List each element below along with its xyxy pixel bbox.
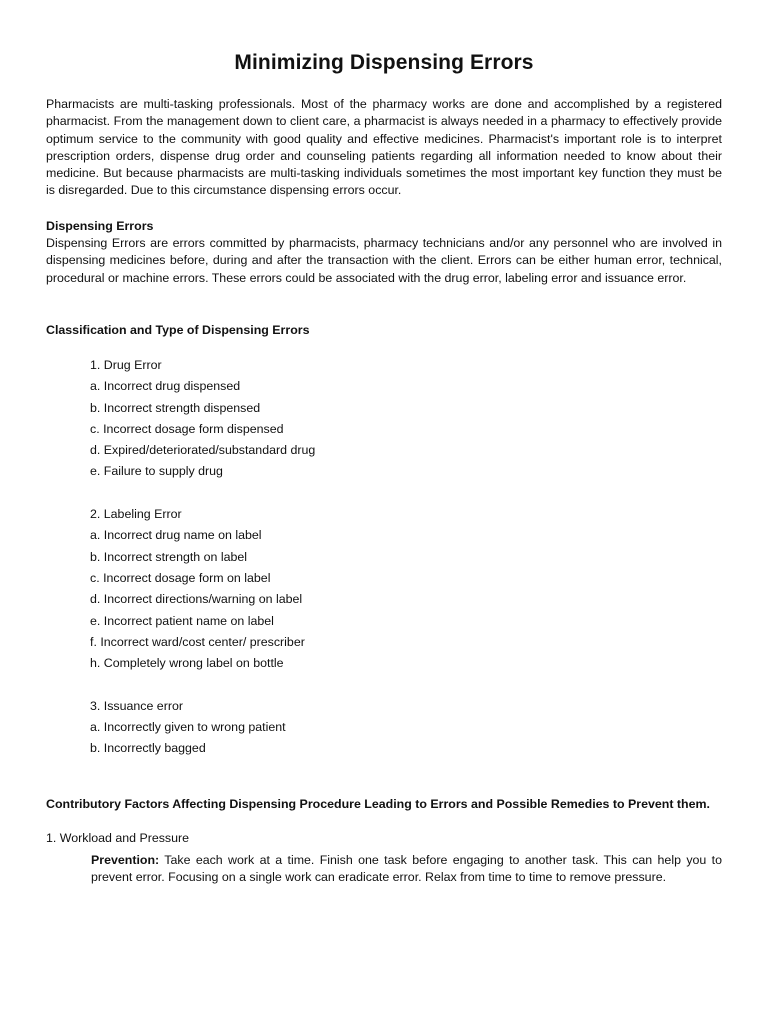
classification-heading: Classification and Type of Dispensing Errors	[46, 323, 310, 337]
list-item: e. Failure to supply drug	[90, 464, 223, 479]
list-item: a. Incorrect drug dispensed	[90, 379, 241, 394]
list-item: h. Completely wrong label on bottle	[90, 656, 284, 671]
list-item: e. Incorrect patient name on label	[90, 613, 274, 628]
dispensing-errors-heading: Dispensing Errors	[46, 219, 154, 233]
dispensing-errors-paragraph: Dispensing Errors are errors committed by pharmacists, pharmacy technicians and/or any personnel who are involved in dispensing medicines before, during and after the transaction with the client. Errors can be either human error, technical, procedural or machine errors. These errors could be associated with the drug error, labeling error and issuance error.	[46, 236, 722, 285]
intro-paragraph: Pharmacists are multi-tasking professionals. Most of the pharmacy works are done and accomplished by a registered pharmacist. From the management down to client care, a pharmacist is always needed in a pharmacy to effectively provide optimum service to the community with good quality and effective medicines. Pharmacist's important role is to interpret prescription orders, dispense drug order and counseling patients regarding all information needed to know about their medicine. But because pharmacists are multi-tasking individuals sometimes the most important key function they must be is disregarded. Due to this circumstance dispensing errors occur.	[46, 97, 722, 198]
prevention-text: Take each work at a time. Finish one task before engaging to another task. This can help you to prevent error. Focusing on a single work can eradicate error. Relax from time to time to remove pressure.	[91, 853, 722, 885]
list-item: d. Incorrect directions/warning on label	[90, 592, 303, 607]
contributory-factors-heading: Contributory Factors Affecting Dispensing Procedure Leading to Errors and Possible Remedies to Prevent them.	[46, 797, 710, 811]
list-item: b. Incorrect strength dispensed	[90, 400, 261, 415]
group-title-labeling-error: 2. Labeling Error	[90, 507, 182, 522]
prevention-label: Prevention:	[91, 853, 160, 867]
factor-title-workload: 1. Workload and Pressure	[46, 831, 190, 845]
list-item: c. Incorrect dosage form on label	[90, 570, 271, 585]
prevention-paragraph	[91, 852, 722, 887]
list-item: d. Expired/deteriorated/substandard drug	[90, 443, 316, 458]
list-item: b. Incorrectly bagged	[90, 741, 206, 756]
list-item: c. Incorrect dosage form dispensed	[90, 421, 284, 436]
group-title-issuance-error: 3. Issuance error	[90, 698, 183, 713]
error-classification-list	[90, 357, 722, 762]
group-title-drug-error: 1. Drug Error	[90, 358, 162, 372]
document-title: Minimizing Dispensing Errors	[234, 51, 534, 74]
list-item: b. Incorrect strength on label	[90, 549, 248, 564]
list-item: a. Incorrectly given to wrong patient	[90, 720, 286, 735]
list-item: f. Incorrect ward/cost center/ prescriber	[90, 634, 305, 649]
list-item: a. Incorrect drug name on label	[90, 528, 262, 543]
